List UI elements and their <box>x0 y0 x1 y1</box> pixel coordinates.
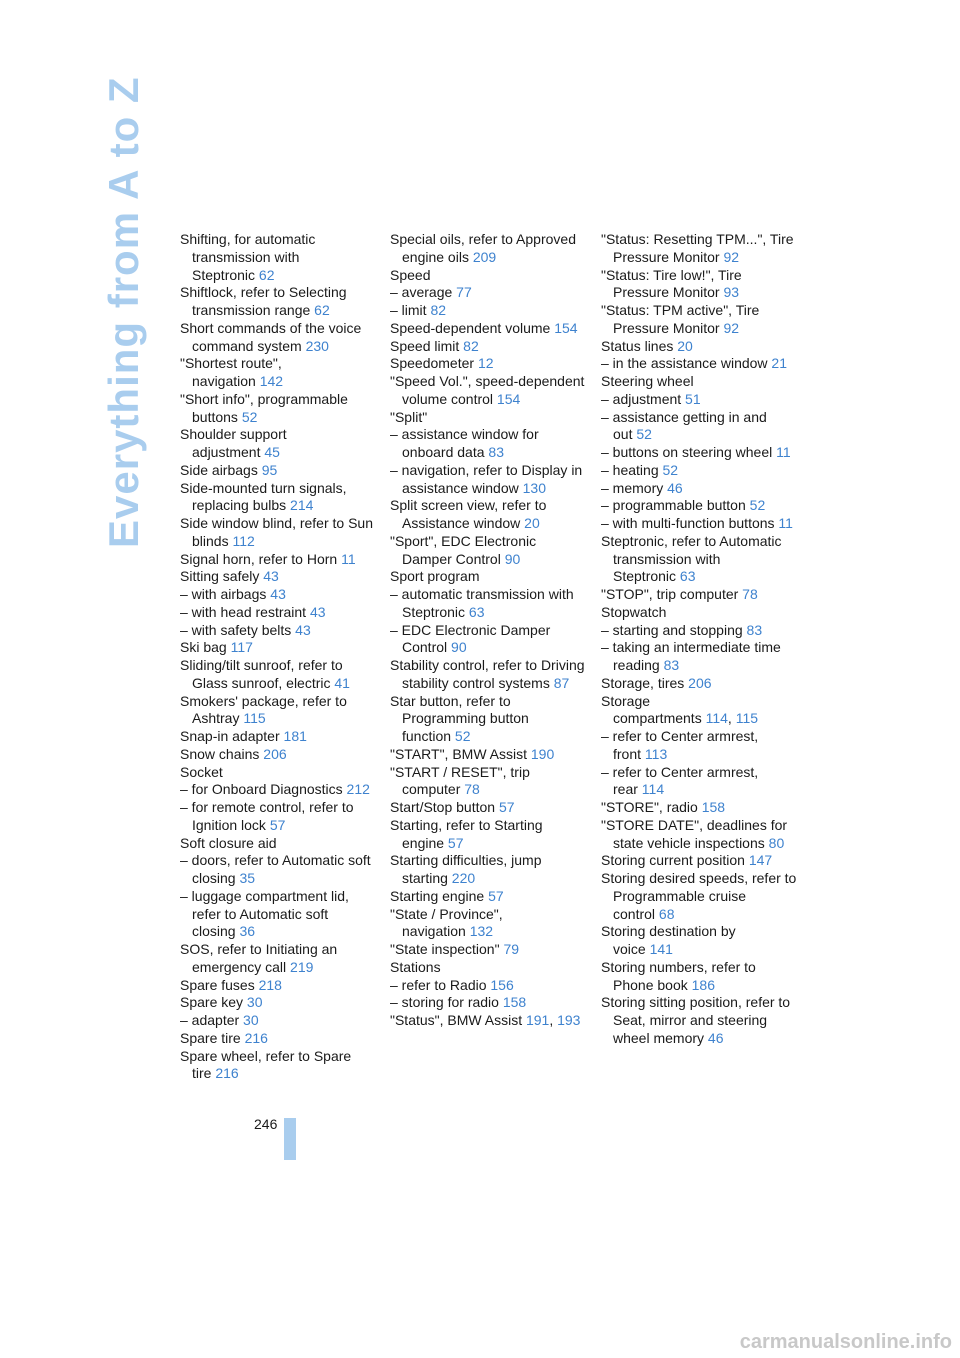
page-ref-link[interactable]: 52 <box>237 408 258 425</box>
entry-text: Speed limit <box>390 337 460 354</box>
page-ref-link[interactable]: 11 <box>774 515 793 531</box>
index-entry <box>390 852 586 888</box>
page-ref-link[interactable]: 115 <box>731 710 759 727</box>
index-entry <box>390 817 586 853</box>
entry-text: – average <box>390 284 453 301</box>
index-entry: Storage compartments 114, 115 <box>601 692 759 727</box>
entry-text: – limit <box>390 302 427 318</box>
page-ref-link[interactable]: 46 <box>663 479 683 496</box>
entry-text: Storage compartments <box>601 692 702 727</box>
entry-text: – refer to Radio <box>390 976 487 993</box>
page-ref-link[interactable]: 154 <box>493 390 521 407</box>
entry-text: – adjustment <box>601 390 682 407</box>
page-ref-link[interactable]: 52 <box>745 497 766 514</box>
entry-text: Storing desired speeds, refer to Programmable cruise control <box>601 870 797 922</box>
index-entry <box>390 994 586 1012</box>
index-entry <box>390 409 586 427</box>
index-entry <box>180 657 376 693</box>
entry-text: "Shortest route", navigation <box>180 355 282 389</box>
index-entry <box>390 746 586 764</box>
page-ref-link[interactable]: 156 <box>486 976 514 993</box>
index-entry <box>601 994 797 1047</box>
entry-text: – navigation, refer to Display in assistance window <box>390 461 583 496</box>
index-entry <box>601 959 797 995</box>
index-entry <box>390 764 586 800</box>
page-ref-link[interactable]: 147 <box>744 852 773 869</box>
index-entry <box>180 746 376 764</box>
page-ref-link[interactable]: 141 <box>645 941 673 957</box>
entry-text: "STOP", trip computer <box>601 586 739 602</box>
index-entry <box>180 355 376 391</box>
page-ref-link[interactable]: 83 <box>484 444 504 460</box>
page-ref-link[interactable]: 36 <box>235 923 256 940</box>
index-entry <box>601 675 797 693</box>
entry-text: – with multi-function buttons <box>601 515 775 531</box>
page-ref-link[interactable]: 95 <box>257 461 278 478</box>
entry-text: Steptronic, refer to Automatic transmission with Steptronic <box>601 532 782 585</box>
page-ref-link[interactable]: 193 <box>553 1012 581 1028</box>
index-entry <box>390 693 586 746</box>
page-ref-link[interactable]: 63 <box>465 603 485 620</box>
index-entry <box>390 959 586 977</box>
index-entry <box>180 426 376 462</box>
index-entry <box>180 835 376 853</box>
entry-text: Storing numbers, refer to Phone book <box>601 958 756 993</box>
entry-text: "START", BMW Assist <box>390 745 527 762</box>
page-ref-link[interactable]: 216 <box>240 1029 268 1046</box>
page-ref-link[interactable]: 209 <box>468 248 497 265</box>
entry-text: Speed-dependent volume <box>390 319 551 336</box>
page-ref-link[interactable]: 92 <box>719 248 740 265</box>
page-ref-link[interactable]: 43 <box>266 586 286 602</box>
entry-text: Sliding/tilt sunroof, refer to Glass sunroof, electric <box>180 657 343 691</box>
index-entry <box>180 1030 376 1048</box>
entry-text: Special oils, refer to Approved engine oils <box>390 231 576 265</box>
index-entry <box>390 888 586 906</box>
page-ref-link[interactable]: 181 <box>279 728 307 744</box>
page-ref-link[interactable]: 63 <box>676 568 696 585</box>
page-ref-link[interactable]: 57 <box>495 799 515 815</box>
entry-text: – programmable button <box>601 497 746 514</box>
page-ref-link[interactable]: 52 <box>658 461 679 478</box>
entry-text: Start/Stop button <box>390 799 496 815</box>
index-entry <box>180 391 376 427</box>
page-ref-link[interactable]: 80 <box>764 834 785 851</box>
page-ref-link[interactable]: 115 <box>239 710 266 727</box>
page-ref-link[interactable]: 77 <box>452 284 472 301</box>
entry-text: – luggage compartment lid, refer to Automatic soft closing <box>180 887 349 940</box>
index-entry <box>180 728 376 746</box>
page-ref-link[interactable]: 41 <box>330 674 350 691</box>
page-marker-bar <box>284 1118 296 1160</box>
index-entry <box>601 480 797 498</box>
page-ref-link[interactable]: 230 <box>301 337 329 354</box>
page-ref-link[interactable]: 186 <box>687 976 715 993</box>
page-ref-link[interactable]: 52 <box>451 728 471 744</box>
entry-text: – storing for radio <box>390 994 499 1011</box>
page-ref-link[interactable]: 78 <box>460 781 480 798</box>
index-entry <box>180 977 376 995</box>
index-entry <box>390 338 586 356</box>
index-entry <box>390 906 586 942</box>
index-entry <box>180 994 376 1012</box>
index-entry <box>601 622 797 640</box>
page-ref-link[interactable]: 62 <box>310 302 330 318</box>
page-ref-link[interactable]: 93 <box>719 284 740 301</box>
index-entry <box>180 799 376 835</box>
index-entry <box>390 320 586 338</box>
index-entry <box>601 338 797 356</box>
page-ref-link[interactable]: 158 <box>697 799 726 815</box>
index-entry <box>180 462 376 480</box>
entry-text: – assistance window for onboard data <box>390 426 539 460</box>
index-column-3 <box>601 231 797 1048</box>
entry-text: Signal horn, refer to Horn <box>180 550 338 567</box>
entry-text: Storing destination by voice <box>601 923 736 957</box>
entry-text: Storing current position <box>601 852 745 869</box>
entry-text: "State inspection" <box>390 941 500 957</box>
index-entry <box>601 355 797 373</box>
entry-text: Storing sitting position, refer to Seat, mirror and steering wheel memory <box>601 994 791 1046</box>
entry-text: Stability control, refer to Driving stability control systems <box>390 657 585 691</box>
entry-text: Short commands of the voice command system <box>180 319 362 354</box>
page-ref-link[interactable]: 190 <box>527 745 555 762</box>
index-entry <box>390 231 586 267</box>
index-entry <box>601 870 797 923</box>
index-entry <box>601 799 797 817</box>
entry-text: Shoulder support adjustment <box>180 426 287 460</box>
entry-text: Sitting safely <box>180 568 260 585</box>
page-ref-link[interactable]: 43 <box>291 621 311 638</box>
entry-text: Side window blind, refer to Sun blinds <box>180 515 373 549</box>
entry-text: "Split" <box>390 408 428 425</box>
entry-text: SOS, refer to Initiating an emergency call <box>180 941 338 975</box>
index-entry <box>180 693 376 729</box>
page-ref-link[interactable]: 30 <box>239 1012 259 1028</box>
index-entry <box>180 480 376 516</box>
page-ref-link[interactable]: 79 <box>499 941 520 957</box>
page-ref-link[interactable]: 214 <box>286 497 314 514</box>
page-ref-link[interactable]: 206 <box>684 674 712 691</box>
page-ref-link[interactable]: 68 <box>655 905 675 922</box>
page-ref-link[interactable]: 83 <box>659 657 680 673</box>
page-ref-link[interactable]: 82 <box>459 337 479 354</box>
index-entry <box>180 320 376 356</box>
entry-text: Starting, refer to Starting engine <box>390 816 543 851</box>
entry-text: "STORE", radio <box>601 799 698 815</box>
entry-text: – with airbags <box>180 586 267 602</box>
index-entry <box>180 231 376 284</box>
index-entry <box>390 799 586 817</box>
entry-text: Snap-in adapter <box>180 728 280 744</box>
index-column-1 <box>180 231 376 1083</box>
page-ref-link[interactable]: 57 <box>484 887 504 904</box>
index-entry <box>601 302 797 338</box>
index-entry <box>180 622 376 640</box>
side-title: Everything from A to Z <box>100 76 147 548</box>
page-ref-link[interactable]: 30 <box>243 994 263 1011</box>
page-ref-link[interactable]: 57 <box>265 816 286 833</box>
index-entry <box>180 764 376 782</box>
entry-text: Star button, refer to Programming button function <box>390 692 529 744</box>
index-entry <box>390 355 586 373</box>
entry-text: Sport program <box>390 568 480 585</box>
entry-text: Split screen view, refer to Assistance window <box>390 497 547 531</box>
entry-text: "START / RESET", trip computer <box>390 763 530 798</box>
entry-text: – for Onboard Diagnostics <box>180 781 343 798</box>
index-entry <box>601 586 797 604</box>
entry-text: Starting engine <box>390 887 485 904</box>
index-entry <box>601 639 797 675</box>
page-ref-link[interactable]: 43 <box>259 568 279 585</box>
entry-text: – starting and stopping <box>601 621 743 638</box>
index-entry <box>390 622 586 658</box>
page-ref-link[interactable]: 52 <box>632 426 652 443</box>
index-entry <box>601 391 797 409</box>
index-entry <box>390 302 586 320</box>
entry-text: Shifting, for automatic transmission with Steptronic <box>180 231 316 283</box>
page-ref-link[interactable]: 87 <box>549 674 570 691</box>
page-ref-link[interactable]: 21 <box>767 355 788 372</box>
index-entry <box>180 586 376 604</box>
entry-text: "STORE DATE", deadlines for state vehicle inspections <box>601 816 788 851</box>
page-ref-link[interactable]: 20 <box>673 337 693 354</box>
entry-text: Snow chains <box>180 745 260 762</box>
entry-text: – heating <box>601 461 659 478</box>
index-entry <box>601 533 797 586</box>
page-ref-link[interactable]: 220 <box>447 870 476 886</box>
index-entry <box>180 852 376 888</box>
index-entry <box>390 267 586 285</box>
page-ref-link[interactable]: 114 <box>637 781 665 798</box>
entry-text: – doors, refer to Automatic soft closing <box>180 852 371 886</box>
entry-text: – assistance getting in and out <box>601 408 767 443</box>
index-entry <box>180 888 376 941</box>
page-ref-link[interactable]: 132 <box>465 923 494 940</box>
page-ref-link[interactable]: 142 <box>255 373 284 389</box>
entry-text: – in the assistance window <box>601 355 768 372</box>
entry-text: Spare fuses <box>180 976 255 993</box>
index-entry <box>601 728 797 764</box>
entry-text: "Status: Tire low!", Tire Pressure Monitor <box>601 266 742 301</box>
index-entry <box>390 977 586 995</box>
page-ref-link[interactable]: 154 <box>550 319 578 336</box>
entry-text: – refer to Center armrest, rear <box>601 763 759 798</box>
entry-text: Spare key <box>180 994 244 1011</box>
entry-text: "Sport", EDC Electronic Damper Control <box>390 532 537 567</box>
entry-text: Speed <box>390 266 431 283</box>
index-entry <box>390 533 586 569</box>
page-ref-link[interactable]: 158 <box>498 994 527 1011</box>
entry-text: – refer to Center armrest, front <box>601 728 759 762</box>
page-ref-link[interactable]: 90 <box>447 639 467 656</box>
entry-text: – with safety belts <box>180 621 292 638</box>
entry-text: Stopwatch <box>601 603 667 620</box>
entry-text: – adapter <box>180 1012 240 1028</box>
index-column-2 <box>390 231 586 1030</box>
index-entry <box>180 639 376 657</box>
index-entry <box>180 781 376 799</box>
page-ref-link[interactable]: 219 <box>286 958 314 975</box>
index-entry <box>180 1048 376 1084</box>
index-entry <box>601 923 797 959</box>
index-entry <box>180 604 376 622</box>
index-entry <box>601 267 797 303</box>
entry-text: Soft closure aid <box>180 834 277 851</box>
entry-text: – for remote control, refer to Ignition lock <box>180 799 354 833</box>
page-ref-link[interactable]: 218 <box>254 976 282 993</box>
page-ref-link[interactable]: 46 <box>704 1029 724 1046</box>
entry-text: Storage, tires <box>601 674 685 691</box>
index-entry <box>390 426 586 462</box>
page-ref-link[interactable]: 216 <box>211 1065 239 1082</box>
index-entry <box>180 1012 376 1030</box>
entry-text: Steering wheel <box>601 373 694 389</box>
page-ref-link[interactable]: 12 <box>474 355 494 372</box>
index-entry <box>390 284 586 302</box>
page-ref-link[interactable]: 112 <box>228 532 255 549</box>
index-entry <box>601 852 797 870</box>
page-ref-link[interactable]: 11 <box>772 444 791 460</box>
index-entry <box>601 604 797 622</box>
entry-text: Side airbags <box>180 461 258 478</box>
page-ref-link[interactable]: 43 <box>306 603 326 620</box>
entry-text: – with head restraint <box>180 603 307 620</box>
page-ref-link[interactable]: 78 <box>738 586 758 602</box>
entry-text: – memory <box>601 479 664 496</box>
index-entry: "Status", BMW Assist 191, 193 <box>390 1012 581 1028</box>
index-entry <box>601 373 797 391</box>
page-ref-link[interactable]: 83 <box>742 621 763 638</box>
entry-text: "Speed Vol.", speed-dependent volume control <box>390 373 585 407</box>
page-ref-link[interactable]: 45 <box>260 444 280 460</box>
index-entry <box>390 462 586 498</box>
index-entry <box>180 515 376 551</box>
page-ref-link[interactable]: 191 <box>522 1012 550 1028</box>
page-ref-link[interactable]: 57 <box>444 834 464 851</box>
index-entry <box>601 462 797 480</box>
index-entry <box>390 941 586 959</box>
page-ref-link[interactable]: 20 <box>520 515 540 531</box>
index-entry <box>601 409 797 445</box>
entry-text: "Status", BMW Assist <box>390 1012 523 1028</box>
entry-text: Smokers' package, refer to Ashtray <box>180 692 347 727</box>
index-entry <box>390 586 586 622</box>
entry-text: Starting difficulties, jump starting <box>390 852 542 886</box>
page-ref-link[interactable]: 82 <box>426 302 447 318</box>
index-entry <box>390 568 586 586</box>
index-entry <box>180 284 376 320</box>
entry-text: "Status: TPM active", Tire Pressure Monitor <box>601 302 760 336</box>
index-entry <box>180 941 376 977</box>
page-ref-link[interactable]: 62 <box>255 266 275 283</box>
page-ref-link[interactable]: 113 <box>641 745 668 762</box>
page-ref-link[interactable]: 117 <box>226 639 253 656</box>
entry-text: Speedometer <box>390 355 475 372</box>
entry-text: Side-mounted turn signals, replacing bulbs <box>180 479 347 514</box>
index-entry <box>601 515 797 533</box>
index-entry <box>390 657 586 693</box>
page-ref-link[interactable]: 92 <box>719 319 740 336</box>
index-entry <box>601 817 797 853</box>
footer-watermark: carmanualsonline.info <box>739 1331 952 1353</box>
index-entry <box>601 444 797 462</box>
index-entry <box>601 497 797 515</box>
entry-text: "Status: Resetting TPM...", Tire Pressure Monitor <box>601 231 794 265</box>
index-entry <box>390 497 586 533</box>
entry-text: – EDC Electronic Damper Control <box>390 621 551 656</box>
entry-text: "Short info", programmable buttons <box>180 390 348 425</box>
page-ref-link[interactable]: 206 <box>259 745 287 762</box>
page-number: 246 <box>254 1116 278 1132</box>
entry-text: Socket <box>180 763 223 780</box>
entry-text: Stations <box>390 958 441 975</box>
entry-text: Ski bag <box>180 639 227 656</box>
index-entry <box>601 764 797 800</box>
entry-text: Spare tire <box>180 1029 241 1046</box>
index-entry <box>180 551 376 569</box>
entry-text: Spare wheel, refer to Spare tire <box>180 1047 352 1082</box>
entry-text: Status lines <box>601 337 674 354</box>
entry-text: – buttons on steering wheel <box>601 444 773 460</box>
entry-text: "State / Province", navigation <box>390 905 503 940</box>
index-entry <box>390 373 586 409</box>
entry-text: – automatic transmission with Steptronic <box>390 586 574 620</box>
index-entry <box>180 568 376 586</box>
page-ref-link[interactable]: 212 <box>342 781 370 798</box>
page-ref-link[interactable]: 114 <box>701 710 728 727</box>
page-ref-link[interactable]: 35 <box>235 870 256 886</box>
entry-text: Shiftlock, refer to Selecting transmission range <box>180 284 347 318</box>
page-ref-link[interactable]: 51 <box>681 390 701 407</box>
page-ref-link[interactable]: 90 <box>500 550 521 567</box>
index-entry <box>601 231 797 267</box>
page-ref-link[interactable]: 11 <box>337 550 356 567</box>
entry-text: – taking an intermediate time reading <box>601 639 781 673</box>
page-ref-link[interactable]: 130 <box>518 479 546 496</box>
